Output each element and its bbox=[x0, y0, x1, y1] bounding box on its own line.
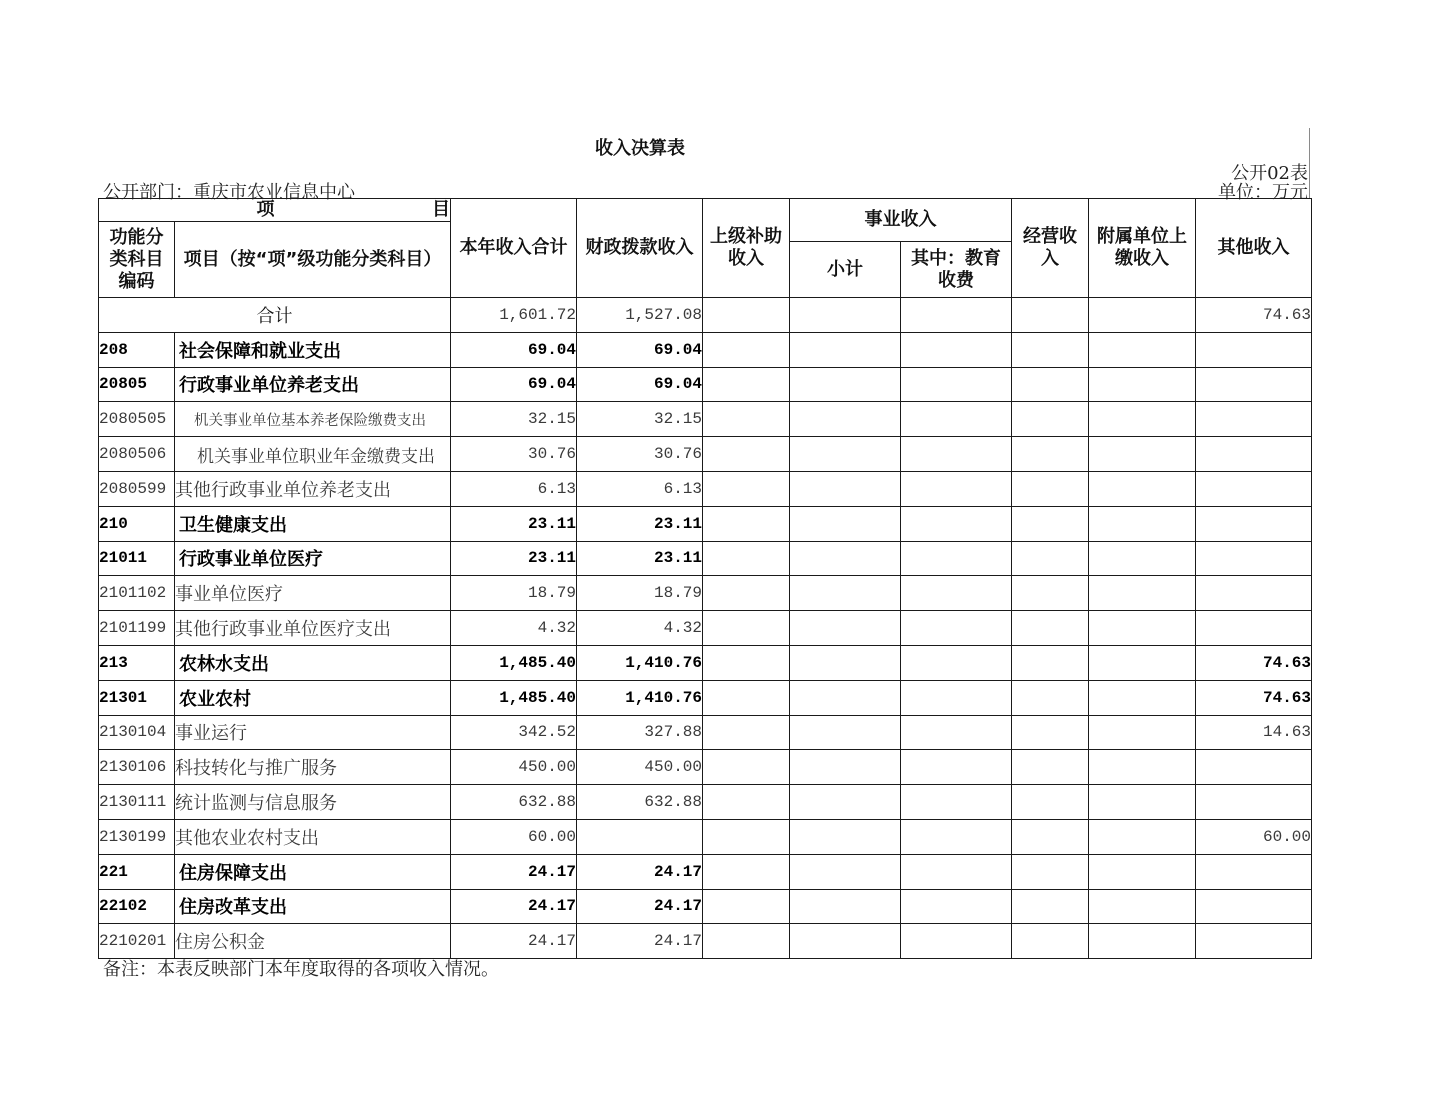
row-name: 其他行政事业单位医疗支出 bbox=[175, 611, 451, 646]
row-code: 20805 bbox=[99, 367, 175, 402]
row-other: 14.63 bbox=[1196, 715, 1312, 750]
row-superior bbox=[703, 367, 790, 402]
row-superior bbox=[703, 332, 790, 367]
row-other: 74.63 bbox=[1196, 680, 1312, 715]
row-total: 23.11 bbox=[451, 506, 577, 541]
row-total: 24.17 bbox=[451, 854, 577, 889]
row-affiliated bbox=[1089, 471, 1196, 506]
row-code: 208 bbox=[99, 332, 175, 367]
row-operating bbox=[1012, 332, 1089, 367]
row-fiscal bbox=[577, 819, 703, 854]
row-operating bbox=[1012, 854, 1089, 889]
row-affiliated bbox=[1089, 611, 1196, 646]
header-code: 功能分类科目编码 bbox=[99, 222, 175, 298]
row-fiscal: 6.13 bbox=[577, 471, 703, 506]
row-code: 2210201 bbox=[99, 924, 175, 959]
total-fiscal: 1,527.08 bbox=[577, 298, 703, 333]
header-operating: 经营收入 bbox=[1012, 199, 1089, 298]
row-code: 2101199 bbox=[99, 611, 175, 646]
header-business: 事业收入 bbox=[790, 199, 1012, 242]
row-superior bbox=[703, 471, 790, 506]
row-business-education bbox=[901, 402, 1012, 437]
row-other bbox=[1196, 854, 1312, 889]
row-business-education bbox=[901, 506, 1012, 541]
header-business-education: 其中：教育收费 bbox=[901, 242, 1012, 298]
row-total: 30.76 bbox=[451, 437, 577, 472]
row-other bbox=[1196, 889, 1312, 924]
row-business-education bbox=[901, 541, 1012, 576]
table-body bbox=[99, 298, 1312, 959]
row-operating bbox=[1012, 471, 1089, 506]
row-name: 农业农村 bbox=[175, 680, 451, 715]
table-row bbox=[99, 680, 1312, 715]
row-business-subtotal bbox=[790, 645, 901, 680]
row-fiscal: 450.00 bbox=[577, 750, 703, 785]
row-name: 统计监测与信息服务 bbox=[175, 785, 451, 820]
row-fiscal: 69.04 bbox=[577, 332, 703, 367]
total-row bbox=[99, 298, 1312, 333]
row-fiscal: 24.17 bbox=[577, 924, 703, 959]
header-superior: 上级补助收入 bbox=[703, 199, 790, 298]
row-business-subtotal bbox=[790, 924, 901, 959]
row-total: 69.04 bbox=[451, 367, 577, 402]
row-code: 2101102 bbox=[99, 576, 175, 611]
row-operating bbox=[1012, 924, 1089, 959]
row-business-subtotal bbox=[790, 785, 901, 820]
table-row bbox=[99, 819, 1312, 854]
row-business-subtotal bbox=[790, 854, 901, 889]
row-superior bbox=[703, 889, 790, 924]
header-other: 其他收入 bbox=[1196, 199, 1312, 298]
row-superior bbox=[703, 611, 790, 646]
row-name: 行政事业单位医疗 bbox=[175, 541, 451, 576]
row-operating bbox=[1012, 785, 1089, 820]
row-superior bbox=[703, 437, 790, 472]
row-business-education bbox=[901, 437, 1012, 472]
row-other bbox=[1196, 471, 1312, 506]
row-superior bbox=[703, 715, 790, 750]
row-business-education bbox=[901, 367, 1012, 402]
row-code: 2130199 bbox=[99, 819, 175, 854]
row-other bbox=[1196, 332, 1312, 367]
header-business-subtotal: 小计 bbox=[790, 242, 901, 298]
row-superior bbox=[703, 819, 790, 854]
row-fiscal: 1,410.76 bbox=[577, 680, 703, 715]
row-affiliated bbox=[1089, 437, 1196, 472]
row-total: 1,485.40 bbox=[451, 645, 577, 680]
row-name: 行政事业单位养老支出 bbox=[175, 367, 451, 402]
row-affiliated bbox=[1089, 715, 1196, 750]
row-name: 事业单位医疗 bbox=[175, 576, 451, 611]
row-affiliated bbox=[1089, 924, 1196, 959]
header-name: 项目（按“项”级功能分类科目） bbox=[175, 222, 451, 298]
total-other: 74.63 bbox=[1196, 298, 1312, 333]
row-business-education bbox=[901, 819, 1012, 854]
row-business-subtotal bbox=[790, 332, 901, 367]
department-label: 公开部门：重庆市农业信息中心 bbox=[103, 182, 355, 203]
row-total: 18.79 bbox=[451, 576, 577, 611]
row-other bbox=[1196, 367, 1312, 402]
row-code: 2080506 bbox=[99, 437, 175, 472]
row-business-subtotal bbox=[790, 750, 901, 785]
row-code: 210 bbox=[99, 506, 175, 541]
row-operating bbox=[1012, 541, 1089, 576]
table-header bbox=[99, 199, 1312, 298]
row-name: 卫生健康支出 bbox=[175, 506, 451, 541]
row-fiscal: 23.11 bbox=[577, 506, 703, 541]
row-business-subtotal bbox=[790, 576, 901, 611]
table-row bbox=[99, 367, 1312, 402]
row-name: 机关事业单位职业年金缴费支出 bbox=[175, 437, 451, 472]
row-code: 21301 bbox=[99, 680, 175, 715]
row-affiliated bbox=[1089, 819, 1196, 854]
row-total: 1,485.40 bbox=[451, 680, 577, 715]
row-code: 221 bbox=[99, 854, 175, 889]
row-fiscal: 24.17 bbox=[577, 889, 703, 924]
row-other bbox=[1196, 611, 1312, 646]
row-fiscal: 69.04 bbox=[577, 367, 703, 402]
total-operating bbox=[1012, 298, 1089, 333]
table-row bbox=[99, 541, 1312, 576]
row-business-subtotal bbox=[790, 611, 901, 646]
row-business-education bbox=[901, 471, 1012, 506]
row-total: 24.17 bbox=[451, 924, 577, 959]
row-total: 4.32 bbox=[451, 611, 577, 646]
row-affiliated bbox=[1089, 576, 1196, 611]
table-row bbox=[99, 645, 1312, 680]
table-row bbox=[99, 715, 1312, 750]
row-superior bbox=[703, 750, 790, 785]
row-total: 632.88 bbox=[451, 785, 577, 820]
total-label: 合计 bbox=[99, 298, 451, 333]
form-code: 公开02表 bbox=[1231, 163, 1308, 184]
row-fiscal: 24.17 bbox=[577, 854, 703, 889]
table-row bbox=[99, 750, 1312, 785]
header-affiliated: 附属单位上缴收入 bbox=[1089, 199, 1196, 298]
header-item-left: 项 bbox=[256, 199, 275, 220]
row-operating bbox=[1012, 715, 1089, 750]
row-total: 450.00 bbox=[451, 750, 577, 785]
table-row bbox=[99, 785, 1312, 820]
row-affiliated bbox=[1089, 367, 1196, 402]
row-superior bbox=[703, 785, 790, 820]
row-affiliated bbox=[1089, 402, 1196, 437]
row-total: 60.00 bbox=[451, 819, 577, 854]
row-business-education bbox=[901, 785, 1012, 820]
row-other: 74.63 bbox=[1196, 645, 1312, 680]
row-code: 2080599 bbox=[99, 471, 175, 506]
row-name: 事业运行 bbox=[175, 715, 451, 750]
row-fiscal: 30.76 bbox=[577, 437, 703, 472]
row-name: 住房改革支出 bbox=[175, 889, 451, 924]
row-business-subtotal bbox=[790, 715, 901, 750]
row-business-subtotal bbox=[790, 541, 901, 576]
row-other: 60.00 bbox=[1196, 819, 1312, 854]
row-name: 科技转化与推广服务 bbox=[175, 750, 451, 785]
total-total: 1,601.72 bbox=[451, 298, 577, 333]
row-business-education bbox=[901, 750, 1012, 785]
row-total: 69.04 bbox=[451, 332, 577, 367]
row-affiliated bbox=[1089, 645, 1196, 680]
row-total: 23.11 bbox=[451, 541, 577, 576]
row-code: 213 bbox=[99, 645, 175, 680]
row-fiscal: 632.88 bbox=[577, 785, 703, 820]
row-business-education bbox=[901, 924, 1012, 959]
row-business-subtotal bbox=[790, 437, 901, 472]
row-name: 住房保障支出 bbox=[175, 854, 451, 889]
row-other bbox=[1196, 750, 1312, 785]
row-business-education bbox=[901, 332, 1012, 367]
header-fiscal: 财政拨款收入 bbox=[577, 199, 703, 298]
table-row bbox=[99, 854, 1312, 889]
row-superior bbox=[703, 680, 790, 715]
income-table bbox=[98, 198, 1312, 959]
row-fiscal: 4.32 bbox=[577, 611, 703, 646]
row-business-education bbox=[901, 715, 1012, 750]
row-business-subtotal bbox=[790, 506, 901, 541]
row-total: 6.13 bbox=[451, 471, 577, 506]
table-row bbox=[99, 437, 1312, 472]
row-operating bbox=[1012, 819, 1089, 854]
row-business-education bbox=[901, 889, 1012, 924]
row-name: 农林水支出 bbox=[175, 645, 451, 680]
table-row bbox=[99, 332, 1312, 367]
table-row bbox=[99, 924, 1312, 959]
row-other bbox=[1196, 785, 1312, 820]
footnote: 备注：本表反映部门本年度取得的各项收入情况。 bbox=[103, 959, 499, 980]
table-row bbox=[99, 402, 1312, 437]
table-row bbox=[99, 889, 1312, 924]
row-other bbox=[1196, 402, 1312, 437]
row-other bbox=[1196, 541, 1312, 576]
row-business-education bbox=[901, 645, 1012, 680]
row-code: 2130104 bbox=[99, 715, 175, 750]
page-title: 收入决算表 bbox=[595, 138, 685, 159]
row-name: 社会保障和就业支出 bbox=[175, 332, 451, 367]
row-business-education bbox=[901, 576, 1012, 611]
row-business-education bbox=[901, 854, 1012, 889]
row-other bbox=[1196, 576, 1312, 611]
row-operating bbox=[1012, 506, 1089, 541]
header-total: 本年收入合计 bbox=[451, 199, 577, 298]
page-edge-line bbox=[1309, 128, 1310, 198]
row-business-subtotal bbox=[790, 680, 901, 715]
row-affiliated bbox=[1089, 750, 1196, 785]
row-superior bbox=[703, 924, 790, 959]
row-code: 2130106 bbox=[99, 750, 175, 785]
row-code: 21011 bbox=[99, 541, 175, 576]
row-fiscal: 1,410.76 bbox=[577, 645, 703, 680]
row-business-subtotal bbox=[790, 889, 901, 924]
header-item-group bbox=[99, 199, 451, 222]
row-operating bbox=[1012, 367, 1089, 402]
row-name: 其他农业农村支出 bbox=[175, 819, 451, 854]
row-other bbox=[1196, 506, 1312, 541]
row-name: 其他行政事业单位养老支出 bbox=[175, 471, 451, 506]
total-affiliated bbox=[1089, 298, 1196, 333]
header-item-right: 目 bbox=[432, 199, 450, 220]
row-name: 机关事业单位基本养老保险缴费支出 bbox=[175, 402, 451, 437]
table-row bbox=[99, 576, 1312, 611]
row-total: 342.52 bbox=[451, 715, 577, 750]
row-operating bbox=[1012, 645, 1089, 680]
row-code: 2080505 bbox=[99, 402, 175, 437]
row-affiliated bbox=[1089, 854, 1196, 889]
row-operating bbox=[1012, 680, 1089, 715]
row-other bbox=[1196, 924, 1312, 959]
row-superior bbox=[703, 854, 790, 889]
row-name: 住房公积金 bbox=[175, 924, 451, 959]
row-code: 22102 bbox=[99, 889, 175, 924]
row-operating bbox=[1012, 437, 1089, 472]
row-affiliated bbox=[1089, 332, 1196, 367]
row-superior bbox=[703, 645, 790, 680]
row-operating bbox=[1012, 576, 1089, 611]
row-code: 2130111 bbox=[99, 785, 175, 820]
row-fiscal: 23.11 bbox=[577, 541, 703, 576]
row-business-subtotal bbox=[790, 367, 901, 402]
total-business-subtotal bbox=[790, 298, 901, 333]
row-business-subtotal bbox=[790, 471, 901, 506]
row-superior bbox=[703, 541, 790, 576]
row-operating bbox=[1012, 889, 1089, 924]
row-business-education bbox=[901, 611, 1012, 646]
row-fiscal: 327.88 bbox=[577, 715, 703, 750]
row-business-subtotal bbox=[790, 402, 901, 437]
unit-label: 单位：万元 bbox=[1218, 182, 1308, 203]
row-business-subtotal bbox=[790, 819, 901, 854]
row-business-education bbox=[901, 680, 1012, 715]
row-affiliated bbox=[1089, 889, 1196, 924]
row-other bbox=[1196, 437, 1312, 472]
row-affiliated bbox=[1089, 506, 1196, 541]
row-superior bbox=[703, 576, 790, 611]
row-total: 32.15 bbox=[451, 402, 577, 437]
row-affiliated bbox=[1089, 541, 1196, 576]
total-superior bbox=[703, 298, 790, 333]
total-business-education bbox=[901, 298, 1012, 333]
row-fiscal: 32.15 bbox=[577, 402, 703, 437]
row-affiliated bbox=[1089, 785, 1196, 820]
table-row bbox=[99, 611, 1312, 646]
table-row bbox=[99, 506, 1312, 541]
row-total: 24.17 bbox=[451, 889, 577, 924]
table-row bbox=[99, 471, 1312, 506]
row-operating bbox=[1012, 750, 1089, 785]
row-affiliated bbox=[1089, 680, 1196, 715]
row-operating bbox=[1012, 611, 1089, 646]
row-fiscal: 18.79 bbox=[577, 576, 703, 611]
row-operating bbox=[1012, 402, 1089, 437]
row-superior bbox=[703, 402, 790, 437]
row-superior bbox=[703, 506, 790, 541]
